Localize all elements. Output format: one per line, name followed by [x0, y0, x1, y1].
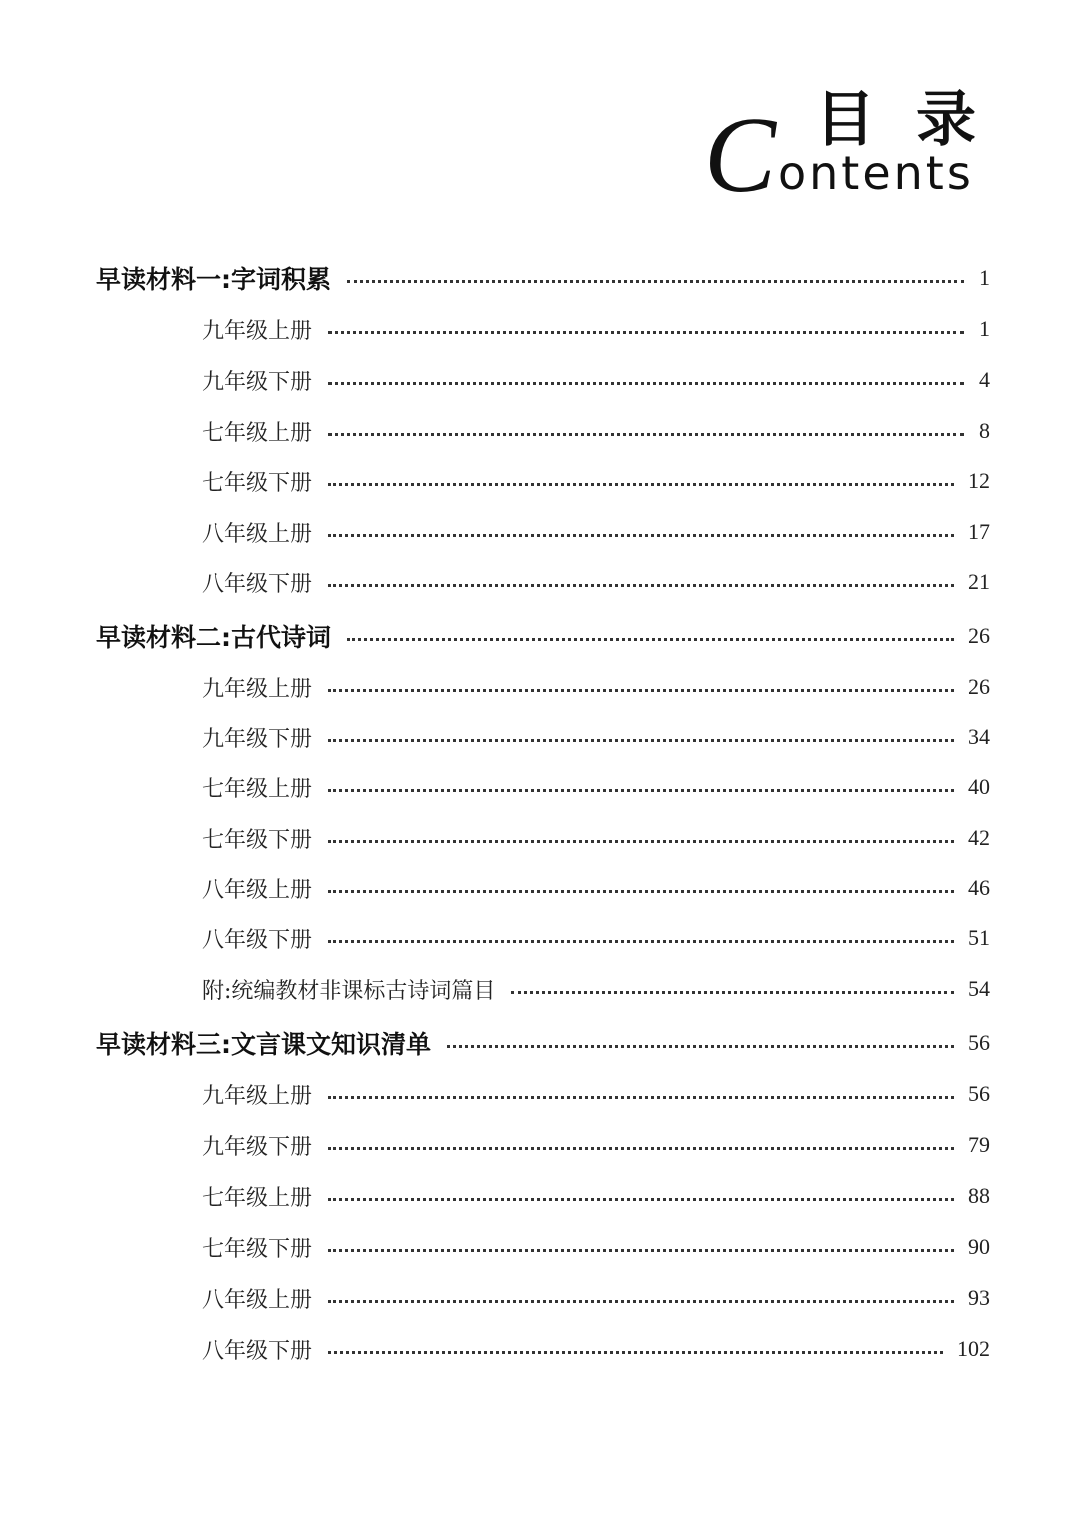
- toc-label: 七年级下册: [202, 827, 313, 853]
- dot-leader: [347, 280, 964, 283]
- toc-label: 九年级下册: [202, 369, 313, 395]
- toc-entry-row[interactable]: [202, 918, 990, 958]
- dot-leader: [347, 638, 954, 641]
- toc-page-number: 102: [957, 1336, 990, 1361]
- dot-leader: [328, 584, 954, 587]
- toc-label: 早读材料二:古代诗词: [96, 623, 331, 652]
- dot-leader: [328, 1300, 954, 1303]
- toc-page-number: 90: [968, 1234, 990, 1259]
- toc-entry-row[interactable]: [202, 512, 990, 552]
- toc-entry-row[interactable]: [202, 969, 990, 1009]
- toc-label: 七年级上册: [202, 1185, 313, 1211]
- toc-entry-row[interactable]: [202, 868, 990, 908]
- toc-entry-row[interactable]: [202, 1176, 990, 1216]
- toc-entry-row[interactable]: [202, 1074, 990, 1114]
- toc-page-number: 40: [968, 774, 990, 799]
- toc-label: 七年级上册: [202, 776, 313, 802]
- toc-page-number: 56: [968, 1030, 990, 1055]
- toc-page-number: 26: [968, 674, 990, 699]
- toc-entry-row[interactable]: [202, 562, 990, 602]
- toc-label: 八年级下册: [202, 927, 313, 953]
- dot-leader: [328, 1249, 954, 1252]
- dot-leader: [328, 739, 954, 742]
- toc-entry-row[interactable]: [202, 1125, 990, 1165]
- dot-leader: [328, 433, 964, 436]
- toc-label: 七年级上册: [202, 420, 313, 446]
- toc-label: 七年级下册: [202, 1236, 313, 1262]
- toc-section-row[interactable]: [96, 1023, 990, 1063]
- toc-entry-row[interactable]: [202, 411, 990, 451]
- title-english-initial: C: [704, 96, 777, 215]
- toc-page-number: 79: [968, 1132, 990, 1157]
- toc-page-number: 1: [979, 265, 990, 290]
- dot-leader: [328, 1351, 943, 1354]
- toc-label: 八年级上册: [202, 521, 313, 547]
- toc-entry-row[interactable]: [202, 360, 990, 400]
- title-chinese: 目 录: [815, 85, 986, 155]
- toc-label: 八年级下册: [202, 1338, 313, 1364]
- toc-entry-row[interactable]: [202, 667, 990, 707]
- toc-label: 附:统编教材非课标古诗词篇目: [202, 978, 496, 1004]
- toc-label: 七年级下册: [202, 470, 313, 496]
- contents-header: [700, 85, 1000, 215]
- toc-label: 九年级下册: [202, 1134, 313, 1160]
- toc-label: 八年级上册: [202, 1287, 313, 1313]
- toc-label: 早读材料三:文言课文知识清单: [96, 1030, 431, 1059]
- toc-page-number: 88: [968, 1183, 990, 1208]
- toc-page-number: 1: [979, 316, 990, 341]
- toc-page-number: 42: [968, 825, 990, 850]
- toc-label: 八年级下册: [202, 571, 313, 597]
- dot-leader: [328, 331, 964, 334]
- dot-leader: [328, 1147, 954, 1150]
- toc-label: 九年级上册: [202, 318, 313, 344]
- title-english-rest: ontents: [778, 146, 974, 200]
- dot-leader: [328, 1096, 954, 1099]
- toc-entry-row[interactable]: [202, 717, 990, 757]
- toc-page-number: 26: [968, 623, 990, 648]
- dot-leader: [328, 840, 954, 843]
- dot-leader: [511, 991, 954, 994]
- toc-entry-row[interactable]: [202, 1329, 990, 1369]
- toc-entry-row[interactable]: [202, 767, 990, 807]
- dot-leader: [447, 1045, 954, 1048]
- toc-page-number: 34: [968, 724, 990, 749]
- toc-page-number: 8: [979, 418, 990, 443]
- toc-label: 早读材料一:字词积累: [96, 265, 331, 294]
- toc-page-number: 4: [979, 367, 990, 392]
- dot-leader: [328, 890, 954, 893]
- toc-page-number: 46: [968, 875, 990, 900]
- dot-leader: [328, 382, 964, 385]
- toc-label: 九年级上册: [202, 676, 313, 702]
- toc-entry-row[interactable]: [202, 1278, 990, 1318]
- dot-leader: [328, 1198, 954, 1201]
- toc-label: 九年级下册: [202, 726, 313, 752]
- toc-label: 九年级上册: [202, 1083, 313, 1109]
- toc-page-number: 93: [968, 1285, 990, 1310]
- toc-entry-row[interactable]: [202, 461, 990, 501]
- toc-page-number: 56: [968, 1081, 990, 1106]
- dot-leader: [328, 689, 954, 692]
- dot-leader: [328, 483, 954, 486]
- toc-label: 八年级上册: [202, 877, 313, 903]
- toc-section-row[interactable]: [96, 616, 990, 656]
- toc-page-number: 12: [968, 468, 990, 493]
- toc-page-number: 17: [968, 519, 990, 544]
- toc-page-number: 51: [968, 925, 990, 950]
- toc-section-row[interactable]: [96, 258, 990, 298]
- dot-leader: [328, 789, 954, 792]
- dot-leader: [328, 940, 954, 943]
- toc-entry-row[interactable]: [202, 309, 990, 349]
- toc-entry-row[interactable]: [202, 1227, 990, 1267]
- dot-leader: [328, 534, 954, 537]
- toc-page-number: 21: [968, 569, 990, 594]
- toc-page-number: 54: [968, 976, 990, 1001]
- toc-entry-row[interactable]: [202, 818, 990, 858]
